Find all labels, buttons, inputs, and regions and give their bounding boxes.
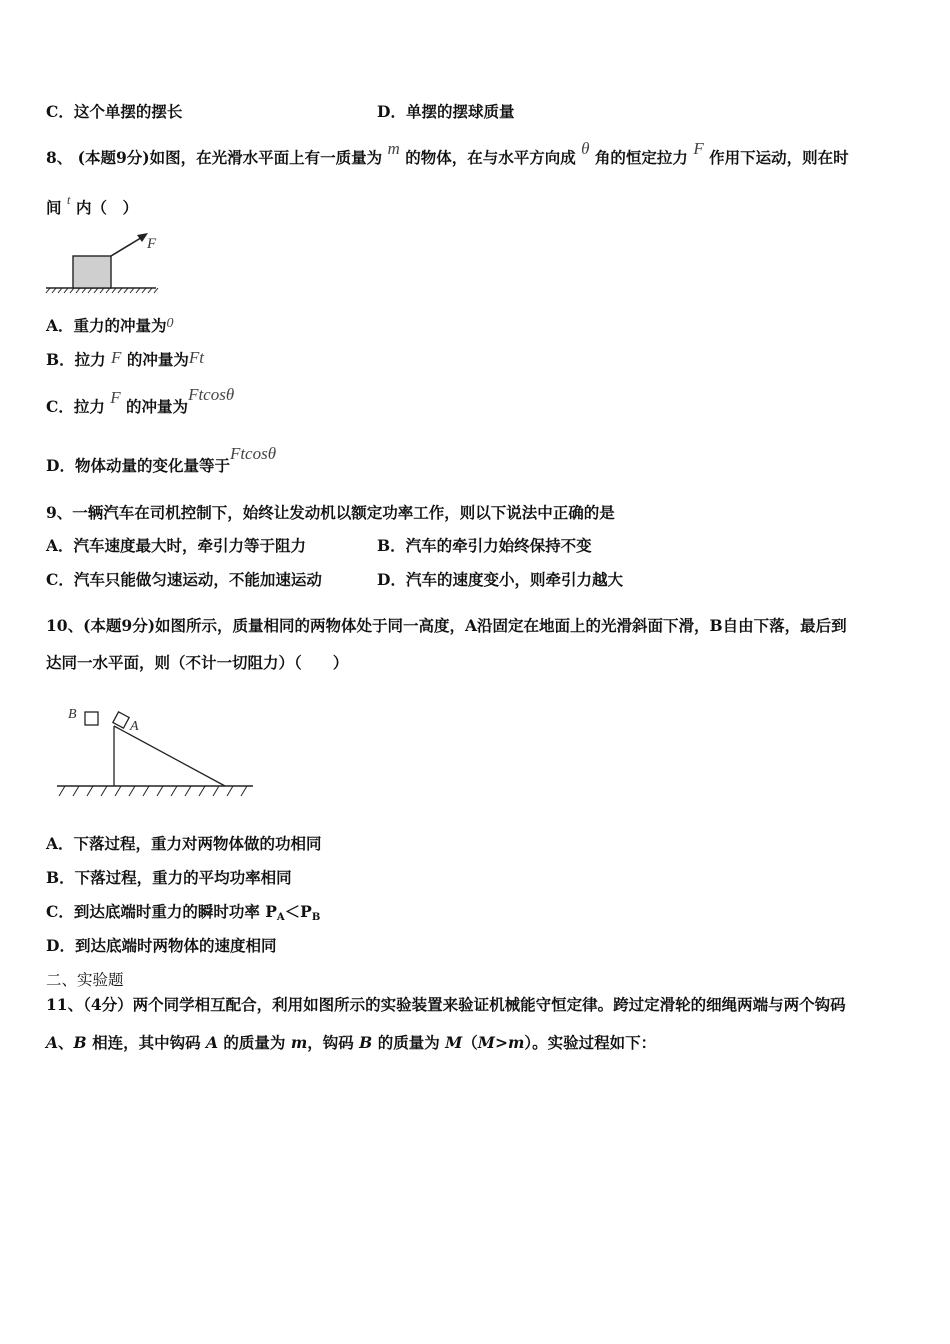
q11-stem-line2 — [46, 1033, 656, 1053]
q10-option-c-sub-a: A — [276, 912, 285, 923]
q10-option-d: D．到达底端时两物体的速度相同 — [46, 936, 277, 955]
q11-var-m: m — [290, 1033, 308, 1052]
q11-text-j: 的质量为 — [377, 1033, 440, 1052]
q10-option-c-text-1: C．到达底端时重力的瞬时功率 P — [46, 902, 277, 921]
q8-stem-text-2: 的物体，在与水平方向成 — [405, 148, 576, 167]
q11-text-n: ）。实验过程如下： — [524, 1033, 657, 1052]
block — [73, 256, 111, 288]
q7-option-d: D．单摆的摆球质量 — [377, 102, 515, 121]
q10-ground-hatching — [59, 786, 247, 796]
q8-option-a-math: 0 — [166, 316, 174, 331]
q11-text-l: （ — [462, 1033, 478, 1052]
q10-option-a: A．下落过程，重力对两物体做的功相同 — [46, 834, 322, 853]
q8-option-b-text-1: B．拉力 — [46, 350, 106, 369]
q11-var-a: A — [46, 1033, 59, 1052]
q10-option-c-sub-b: B — [311, 912, 321, 923]
q8-stem-text-5: 间 — [46, 198, 62, 217]
q8-option-b-text-2: 的冲量为 — [126, 350, 189, 369]
q10-figure — [55, 700, 265, 810]
q9-option-b: B．汽车的牵引力始终保持不变 — [377, 536, 592, 555]
q11-text-h: ，钩码 — [307, 1033, 354, 1052]
box-a — [113, 712, 129, 728]
label-a: A — [130, 719, 139, 734]
q8-stem-line1 — [46, 139, 849, 168]
q8-stem-line2 — [46, 192, 138, 219]
incline-slope — [114, 726, 225, 786]
q8-option-c-math: Ftcosθ — [188, 385, 235, 404]
q10-stem-line1: 10、(本题9分)如图所示，质量相同的两物体处于同一高度，A沿固定在地面上的光滑斜面下滑，B自由下落，最后到 — [46, 616, 847, 635]
q11-text-b: 、 — [58, 1033, 74, 1052]
q8-stem-text-3: 角的恒定拉力 — [594, 148, 688, 167]
q11-stem-line1: 11、（4分）两个同学相互配合，利用如图所示的实验装置来验证机械能守恒定律。跨过定滑轮的细绳两端与两个钩码 — [46, 995, 846, 1014]
q8-option-b-F: F — [111, 348, 122, 367]
q8-math-theta: θ — [581, 139, 590, 158]
q8-option-a — [46, 316, 174, 338]
q11-var-M: M — [445, 1033, 463, 1052]
q8-option-c-text-1: C．拉力 — [46, 397, 105, 416]
q9-option-c: C．汽车只能做匀速运动，不能加速运动 — [46, 570, 322, 589]
q10-option-b: B．下落过程，重力的平均功率相同 — [46, 868, 292, 887]
q10-option-c — [46, 902, 320, 925]
q11-var-b: B — [73, 1033, 87, 1052]
q9-stem: 9、一辆汽车在司机控制下，始终让发动机以额定功率工作，则以下说法中正确的是 — [46, 503, 615, 522]
q8-option-b-math: Ft — [188, 348, 204, 367]
q8-stem-text-6: 内（ ） — [75, 198, 138, 217]
q11-var-a2: A — [205, 1033, 219, 1052]
q8-option-a-text: A．重力的冲量为 — [46, 316, 167, 335]
box-b — [85, 712, 98, 725]
q8-math-F: F — [693, 139, 704, 158]
q8-option-b — [46, 350, 204, 370]
q8-option-c — [46, 385, 235, 417]
q8-stem-text-1: 8、 (本题9分)如图，在光滑水平面上有一质量为 — [46, 148, 383, 167]
q10-option-c-text-2: ＜P — [284, 902, 312, 921]
q11-var-M-gt-m: M>m — [477, 1033, 525, 1052]
force-arrow — [111, 236, 144, 256]
q11-text-d: 相连，其中钩码 — [92, 1033, 201, 1052]
q8-math-m: m — [387, 139, 400, 158]
q9-option-a: A．汽车速度最大时，牵引力等于阻力 — [46, 536, 307, 555]
q10-stem-line2: 达同一水平面，则（不计一切阻力）（ ） — [46, 653, 349, 672]
q8-stem-text-4: 作用下运动，则在时 — [709, 148, 849, 167]
q11-var-b2: B — [359, 1033, 373, 1052]
q8-option-c-F: F — [110, 388, 121, 407]
q8-option-d-text: D．物体动量的变化量等于 — [46, 456, 230, 475]
q9-option-d: D．汽车的速度变小，则牵引力越大 — [377, 570, 623, 589]
q11-text-f: 的质量为 — [223, 1033, 286, 1052]
force-label: F — [147, 236, 157, 252]
section-title: 二、实验题 — [46, 971, 124, 989]
q7-option-c: C．这个单摆的摆长 — [46, 102, 183, 121]
q8-option-d — [46, 444, 277, 476]
q8-option-d-math: Ftcosθ — [229, 444, 277, 463]
q8-figure — [44, 228, 174, 298]
label-b: B — [68, 707, 77, 722]
q8-option-c-text-2: 的冲量为 — [126, 397, 189, 416]
q8-math-t: t — [66, 192, 71, 207]
